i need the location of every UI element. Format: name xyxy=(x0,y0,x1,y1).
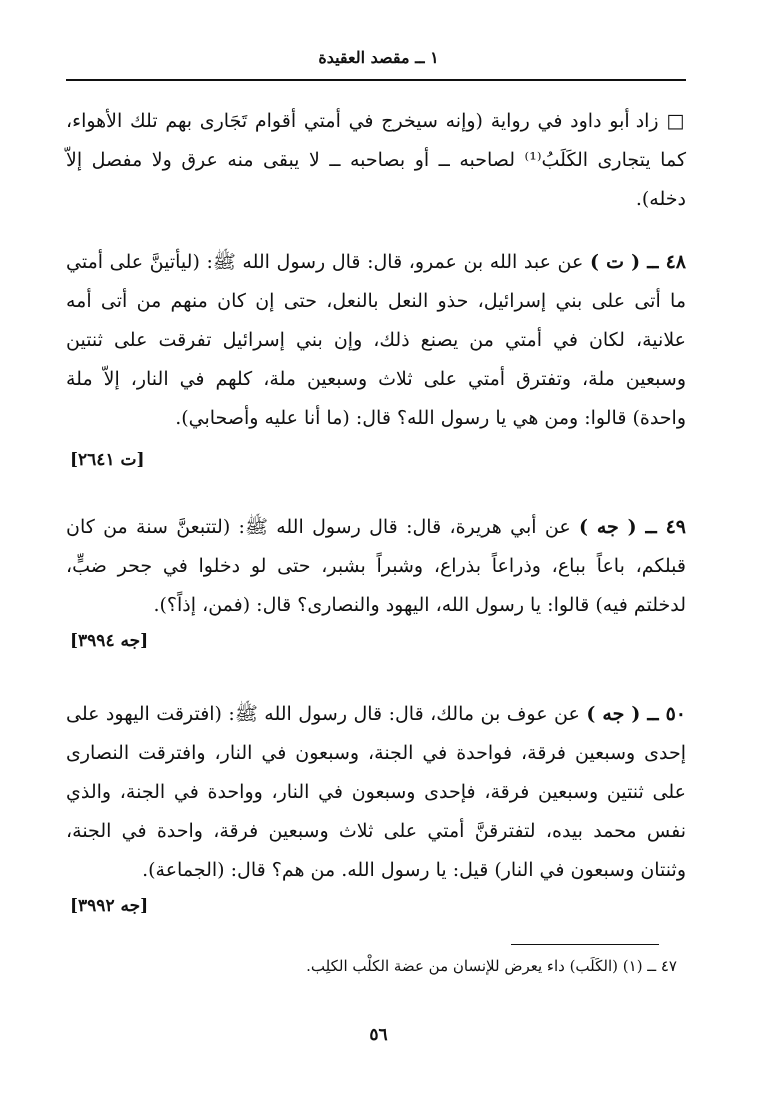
footnote: ٤٧ ــ (١) (الكَلَب) داء يعرض للإنسان من عضة الكلْب الكلِب. xyxy=(306,957,677,975)
running-title: ١ ــ مقصد العقيدة xyxy=(318,48,439,67)
hadith-50 xyxy=(66,695,686,890)
intro-text: زاد أبو داود في رواية (وإنه سيخرج في أمتي أقوام تَجَارى بهم تلك الأهواء، كما يتجارى الكَلَبُ⁽¹⁾ لصاحبه ــ أو بصاحبه ــ لا يبقى منه عرق ولا مفصل إلاّ دخله). xyxy=(66,110,686,210)
hadith-49-number: ٤٩ ــ ( جه ) xyxy=(578,516,686,538)
intro-paragraph xyxy=(66,102,686,219)
hadith-50-reference: [جه ٣٩٩٢] xyxy=(70,896,149,916)
hadith-50-text: عن عوف بن مالك، قال: قال رسول الله ﷺ: (افترقت اليهود على إحدى وسبعين فرقة، فواحدة في الجنة، وسبعون في النار، وافترقت النصارى على ثنتين وسبعين فرقة، فإحدى وسبعون في النار، وواحدة في الجنة، والذي نفس محمد بيده، لتفترقنَّ أمتي على ثلاث وسبعين فرقة، واحدة في الجنة، وثنتان وسبعون في النار) قيل: يا رسول الله. من هم؟ قال: (الجماعة). xyxy=(66,703,686,881)
hadith-48 xyxy=(66,243,686,438)
hadith-48-number: ٤٨ ــ ( ت ) xyxy=(589,251,686,273)
page-number: ٥٦ xyxy=(369,1025,388,1045)
hadith-50-number: ٥٠ ــ ( جه ) xyxy=(586,703,686,725)
square-bullet-icon: □ xyxy=(666,110,686,132)
hadith-49-reference: [جه ٣٩٩٤] xyxy=(70,631,149,651)
hadith-48-text: عن عبد الله بن عمرو، قال: قال رسول الله ﷺ: (ليأتينَّ على أمتي ما أتى على بني إسرائيل، حذو النعل بالنعل، حتى إن كان منهم من أتى أمه علانية، لكان في أمتي من يصنع ذلك، وإن بني إسرائيل تفرقت على ثنتين وسبعين ملة، وتفترق أمتي على ثلاث وسبعين ملة، كلهم في النار، إلاّ ملة واحدة) قالوا: ومن هي يا رسول الله؟ قال: (ما أنا عليه وأصحابي). xyxy=(66,251,686,429)
footnote-rule xyxy=(511,944,659,945)
hadith-49-text: عن أبي هريرة، قال: قال رسول الله ﷺ: (لتتبعنَّ سنة من كان قبلكم، باعاً بباع، وذراعاً بذراع، وشبراً بشبر، حتى لو دخلوا في جحر ضبٍّ، لدخلتم فيه) قالوا: يا رسول الله، اليهود والنصارى؟ قال: (فمن، إذاً؟). xyxy=(66,516,686,616)
hadith-48-reference: [ت ٢٦٤١] xyxy=(70,450,145,470)
hadith-49 xyxy=(66,508,686,625)
header-rule xyxy=(66,79,686,81)
